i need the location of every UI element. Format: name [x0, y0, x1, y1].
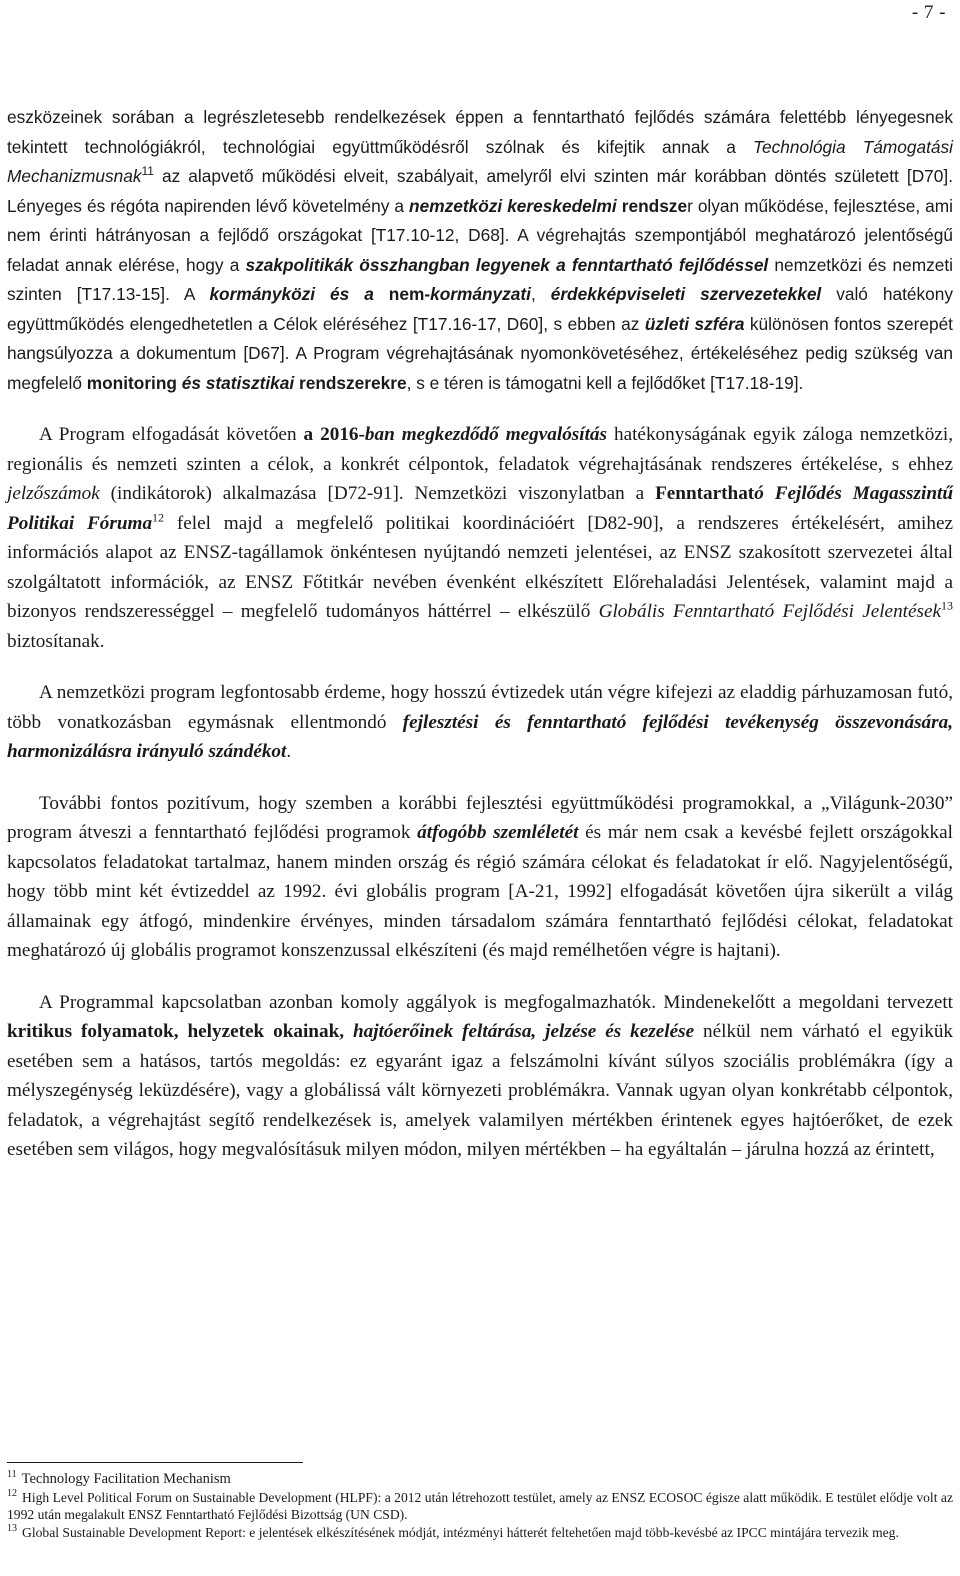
footnote — [7, 1470, 953, 1488]
text-run: monitoring — [86, 372, 177, 393]
footnote — [7, 1490, 953, 1523]
text-run: További fontos pozitívum, hogy szemben a korábbi fejlesztési együttműködési programokkal, a „Világunk-2030” program átveszi a fenntartható fejlődési programok — [7, 792, 958, 843]
text-run: Globális Fenntartható Fejlődési Jelentések — [598, 601, 942, 622]
text-run: átfogóbb szemléletét — [417, 822, 579, 843]
footnote-separator — [7, 1462, 303, 1463]
page-number: - 7 - — [911, 2, 946, 23]
text-run: szakpolitikák összhangban legyenek a fenntartható fejlődéssel — [245, 254, 769, 275]
text-run: biztosítanak. — [7, 601, 958, 652]
text-run: hajtóerőinek feltárása, jelzése és kezelése — [353, 1021, 695, 1042]
footnote-reference: 13 — [941, 598, 954, 613]
text-run: Technológia Támogatási Mechanizmusnak — [7, 136, 958, 186]
footnote-text: High Level Political Forum on Sustainable Development (HLPF): a 2012 után létrehozott testület, amely az ENSZ ECOSOC égisze alatt működik. E testület elődje volt az 1992 után megalakult ENSZ Fenntartható Fejlődési Bizottság (UN CSD). — [7, 1490, 953, 1522]
text-run: . — [286, 741, 292, 762]
footnote-text: Technology Facilitation Mechanism — [21, 1471, 231, 1487]
text-run: nem- — [388, 284, 431, 304]
document-body — [7, 103, 958, 1187]
footnote-text: Global Sustainable Development Report: e jelentések elkészítésének módját, intézményi hátterét feltehetően majd több-kevésbé az IPCC mintájára tervezik meg. — [22, 1525, 899, 1540]
footnote-reference: 12 — [152, 510, 165, 525]
text-run: az alapvető működési elveit, szabályait, amelyről elvi szinten már korábban döntés született [D70]. Lényeges és régóta napirenden lévő követelmény a — [7, 166, 958, 216]
paragraph — [7, 678, 958, 767]
text-run — [374, 284, 389, 304]
text-run: felel majd a megfelelő politikai koordinációért [D82-90], a rendszeres értékelésért, amihez információs alapot az ENSZ-tagállamok önkéntesen nyújtandó nemzeti jelentései, az ENSZ szakosított szervezetei által szolgáltatott információk, az ENSZ Főtitkár nevében évenként elkészített Előrehaladási Jelentések, valamint majd a bizonyos rendszerességgel – megfelelő tudományos háttérrel – elkészülő — [7, 512, 958, 622]
text-run: nemzetközi kereskedelmi — [409, 195, 617, 216]
text-run: való hatékony együttműködés elengedhetetlen a Célok eléréséhez [T17.16-17, D60], s ebben az — [7, 284, 958, 334]
text-run: érdekképviseleti szervezetekkel — [550, 284, 822, 304]
footnotes — [7, 1470, 953, 1544]
text-run: hatékonyságának egyik záloga nemzetközi, regionális és nemzeti szinten a célok, a konkrét célpontok, feladatok végrehajtásának rendszeres értékelése, s ehhez — [7, 424, 958, 475]
text-run: nemzetközi és nemzeti szinten [T17.13-15]. A — [7, 254, 958, 304]
text-run: a 2016- — [303, 424, 365, 445]
text-run: jelzőszámok — [7, 483, 100, 504]
text-run: nélkül nem várható el egyikük esetében sem a hatásos, tartós megoldás: ez egyaránt igaz a felszámolni kívánt súlyos szociális problémákra (így a mélyszegénység leküzdésére), vagy a globálissá vált környezeti problémákra. Vannak ugyan olyan konkrétabb célpontok, feladatok, a végrehajtást segítő rendelkezések is, amelyek valamilyen mértékben érintenek egyes hajtóerőket, de ezek esetében sem világos, hogy megvalósításuk milyen módon, milyen mértékben – ha egyáltalán – járulna hozzá az érintett, — [7, 1021, 958, 1160]
text-run: rendszerekre — [298, 372, 407, 393]
text-run: rendsze — [621, 195, 688, 216]
text-run: kormányközi és a — [209, 284, 374, 304]
text-run: üzleti szféra — [644, 313, 745, 334]
text-run: kormányzati — [430, 284, 531, 304]
text-run: fejlesztési és fenntartható fejlődési tevékenység összevonására, harmonizálásra irányuló szándékot — [7, 711, 958, 762]
text-run: és statisztikai — [181, 372, 295, 393]
text-run: ó Fejlődés Magasszintű Politikai Fóruma — [7, 483, 958, 534]
footnote — [7, 1525, 953, 1542]
text-run: A Program elfogadását követően — [39, 424, 304, 445]
text-run: Fenntarthat — [655, 483, 755, 504]
text-run: A Programmal kapcsolatban azonban komoly aggályok is megfogalmazhatók. Mindenekelőtt a megoldani tervezett — [39, 991, 958, 1013]
footnote-number: 12 — [7, 1488, 17, 1500]
footnote-reference: 11 — [141, 164, 154, 179]
text-run — [344, 1021, 353, 1042]
text-run: r olyan működése, fejlesztése, ami nem érinti hátrányosan a fejlődő országokat [T17.10-12, D68]. A végrehajtás szempontjából meghatározó jelentőségű feladat annak elérése, hogy a — [7, 195, 958, 275]
paragraph — [7, 988, 958, 1165]
text-run: (indikátorok) alkalmazása [D72-91]. Nemzetközi viszonylatban a — [99, 483, 656, 504]
text-run: , — [530, 284, 551, 304]
footnote-number: 13 — [7, 1523, 17, 1535]
text-run: eszközeinek sorában a legrészletesebb rendelkezések éppen a fenntartható fejlődés számára felettébb lényegesnek tekintett technológiákról, technológiai együttműködésről szólnak és kifejtik annak a — [7, 107, 958, 157]
footnote-number: 11 — [7, 1469, 17, 1481]
paragraph — [7, 789, 958, 966]
text-run: A nemzetközi program legfontosabb érdeme, hogy hosszú évtizedek után végre kifejezi az eladdig párhuzamosan futó, több vonatkozásban egymásnak ellentmondó — [7, 682, 958, 733]
text-run: ban megkezdődő megvalósítás — [364, 424, 607, 445]
paragraph — [7, 103, 958, 398]
text-run: , s e téren is támogatni kell a fejlődőket [T17.18-19]. — [406, 372, 804, 393]
text-run: különösen fontos szerepét hangsúlyozza a dokumentum [D67]. A Program végrehajtásának nyomonkövetéséhez, értékeléséhez pedig szükség van megfelelő — [7, 313, 958, 393]
paragraph — [7, 420, 958, 656]
text-run: és már nem csak a kevésbé fejlett országokkal kapcsolatos feladatokat tartalmaz, hanem minden ország és régió számára célokat és feladatokat ír elő. Nagyjelentőségű, hogy több mint két évtizeddel az 1992. évi globális program [A-21, 1992] elfogadását követően újra sikerült a világ államainak egy átfogó, mindenkire érvényes, minden társadalom számára fenntartható fejlődési célokat, feladatokat meghatározó új globális programot konszenzussal elkészíteni (és majd remélhetően végre is hajtani). — [7, 822, 958, 961]
text-run: kritikus folyamatok, helyzetek okainak, — [7, 1021, 345, 1042]
